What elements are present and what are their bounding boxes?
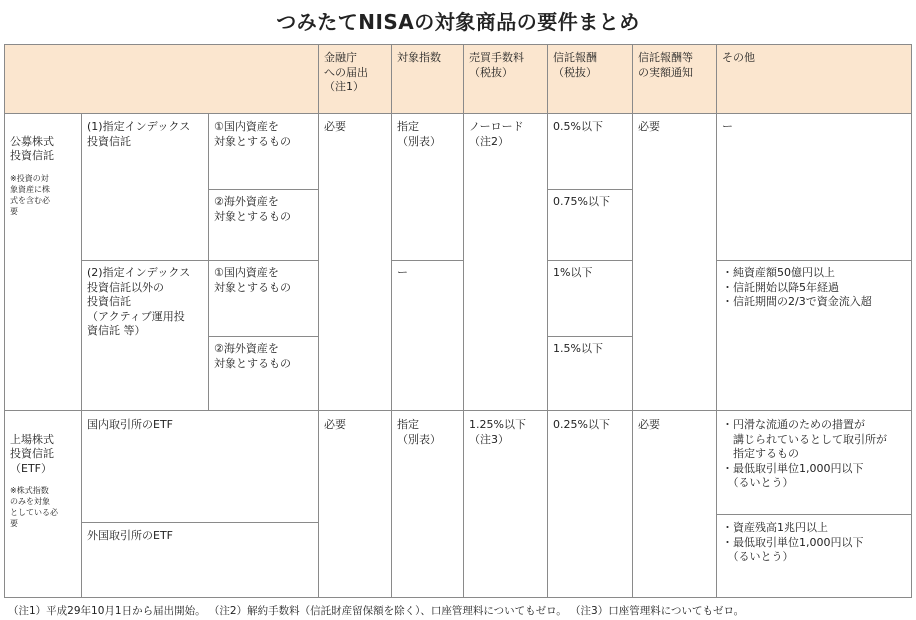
domestic-asset-2: ①国内資産を 対象とするもの bbox=[214, 266, 291, 294]
public-other-2: ・純資産額50億円以上 ・信託開始以降5年経過 ・信託期間の2/3で資金流入超 bbox=[722, 266, 872, 308]
public-index-value-2: ー bbox=[397, 266, 408, 279]
etf-other-foreign: ・資産残高1兆円以上 ・最低取引単位1,000円以下 （るいとう） bbox=[722, 521, 864, 563]
public-fee-value: ノーロード （注2） bbox=[469, 120, 524, 148]
public-fund-note: ※投資の対 象資産に株 式を含む必 要 bbox=[10, 173, 50, 216]
public-other-1: ー bbox=[722, 120, 733, 133]
row-line-2 bbox=[81, 260, 318, 261]
row-line-3b bbox=[547, 336, 632, 337]
public-fsa-value: 必要 bbox=[324, 120, 346, 133]
row-line-2d bbox=[716, 260, 912, 261]
etf-domestic-label: 国内取引所のETF bbox=[87, 418, 173, 431]
col-line-3 bbox=[318, 44, 319, 598]
header-fsa: 金融庁 への届出 （注1） bbox=[324, 51, 368, 93]
etf-notice-value: 必要 bbox=[638, 418, 660, 431]
etf-title: 上場株式 投資信託 （ETF） bbox=[10, 432, 54, 475]
foreign-asset-2: ②海外資産を 対象とするもの bbox=[214, 342, 291, 370]
trust-fee-2a: 1%以下 bbox=[553, 266, 593, 279]
col-line-4 bbox=[391, 44, 392, 598]
foreign-asset-1: ②海外資産を 対象とするもの bbox=[214, 195, 291, 223]
row-line-3 bbox=[208, 336, 318, 337]
etf-index-value: 指定 （別表） bbox=[397, 418, 441, 446]
col-line-6 bbox=[547, 44, 548, 598]
etf-other-domestic: ・円滑な流通のための措置が 講じられているとして取引所が 指定するもの ・最低取引単位1,000円以下 （るいとう） bbox=[722, 418, 887, 489]
trust-fee-1b: 0.75%以下 bbox=[553, 195, 610, 208]
footnotes: （注1）平成29年10月1日から届出開始。 （注2）解約手数料（信託財産留保額を除く）、口座管理料についてもゼロ。 （注3）口座管理料についてもゼロ。 bbox=[8, 605, 745, 617]
header-fee: 売買手数料 （税抜） bbox=[469, 51, 524, 79]
row-line-1 bbox=[208, 189, 318, 190]
etf-trust-fee-value: 0.25%以下 bbox=[553, 418, 610, 431]
page-title: つみたてNISAの対象商品の要件まとめ bbox=[276, 10, 640, 34]
border-top bbox=[4, 44, 912, 45]
header-notice: 信託報酬等 の実額通知 bbox=[638, 51, 693, 79]
etf-fsa-value: 必要 bbox=[324, 418, 346, 431]
etf-other-line bbox=[716, 514, 912, 515]
index-fund-label: (1)指定インデックス 投資信託 bbox=[87, 120, 191, 148]
etf-note: ※株式指数 のみを対象 としている必 要 bbox=[10, 486, 58, 528]
header-trust-fee: 信託報酬 （税抜） bbox=[553, 51, 597, 79]
border-bottom bbox=[4, 597, 912, 598]
row-line-2b bbox=[391, 260, 463, 261]
etf-fee-value: 1.25%以下 （注3） bbox=[469, 418, 526, 446]
border-right bbox=[911, 44, 912, 598]
section-divider bbox=[4, 410, 912, 411]
domestic-asset-1: ①国内資産を 対象とするもの bbox=[214, 120, 291, 148]
header-other: その他 bbox=[722, 51, 755, 64]
col-line-8 bbox=[716, 44, 717, 598]
col-line-7 bbox=[632, 44, 633, 598]
public-notice-value: 必要 bbox=[638, 120, 660, 133]
requirements-table bbox=[4, 44, 912, 598]
trust-fee-1a: 0.5%以下 bbox=[553, 120, 603, 133]
header-index: 対象指数 bbox=[397, 51, 441, 64]
col-line-5 bbox=[463, 44, 464, 598]
header-bottom-line bbox=[4, 113, 912, 114]
row-line-1b bbox=[547, 189, 632, 190]
etf-row-line bbox=[81, 522, 318, 523]
etf-foreign-label: 外国取引所のETF bbox=[87, 529, 173, 542]
row-line-2c bbox=[547, 260, 632, 261]
public-fund-label bbox=[4, 117, 81, 234]
public-index-value-1: 指定 （別表） bbox=[397, 120, 441, 148]
border-left bbox=[4, 44, 5, 598]
trust-fee-2b: 1.5%以下 bbox=[553, 342, 603, 355]
col-line-1 bbox=[81, 113, 82, 598]
etf-label bbox=[4, 415, 81, 547]
non-index-fund-label: (2)指定インデックス 投資信託以外の 投資信託 （アクティブ運用投 資信託 等） bbox=[87, 266, 191, 337]
public-fund-title: 公募株式 投資信託 bbox=[10, 134, 54, 162]
col-line-2 bbox=[208, 113, 209, 410]
